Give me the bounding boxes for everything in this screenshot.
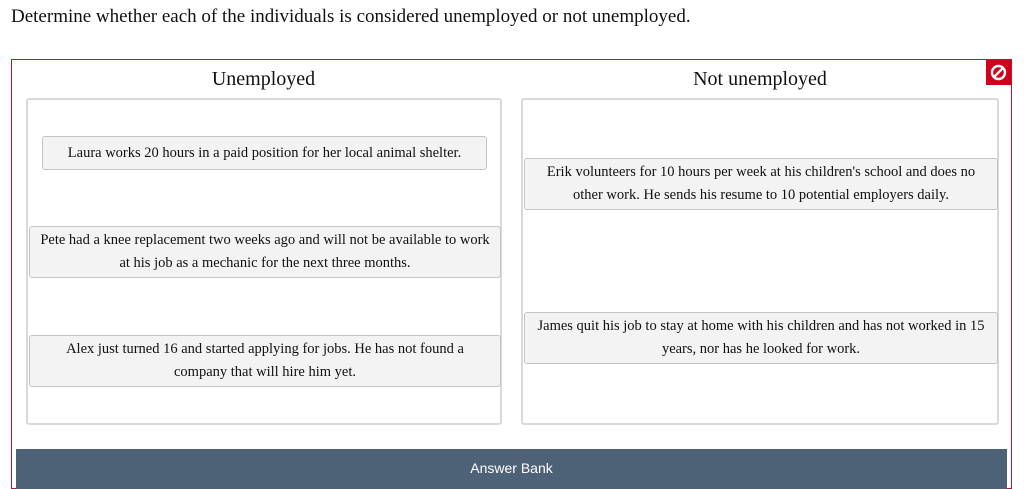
bin-unemployed[interactable] xyxy=(26,98,502,425)
answer-bank-header[interactable]: Answer Bank xyxy=(16,449,1007,489)
card-james[interactable]: James quit his job to stay at home with his children and has not worked in 15 years, nor has he looked for work. xyxy=(524,312,998,364)
card-alex[interactable]: Alex just turned 16 and started applying for jobs. He has not found a company that will hire him yet. xyxy=(29,335,501,387)
card-pete[interactable]: Pete had a knee replacement two weeks ago and will not be available to work at his job as a mechanic for the next three months. xyxy=(29,226,501,278)
card-erik[interactable]: Erik volunteers for 10 hours per week at his children's school and does no other work. He sends his resume to 10 potential employers daily. xyxy=(524,158,998,210)
question-instruction: Determine whether each of the individuals is considered unemployed or not unemployed. xyxy=(11,6,691,27)
clear-button[interactable] xyxy=(986,60,1011,85)
column-title-unemployed: Unemployed xyxy=(211,68,316,90)
card-laura[interactable]: Laura works 20 hours in a paid position for her local animal shelter. xyxy=(42,136,487,170)
column-title-not-unemployed: Not unemployed xyxy=(693,68,827,90)
bin-not-unemployed[interactable] xyxy=(521,98,999,425)
clear-circle-slash-icon xyxy=(990,64,1007,81)
sorting-area xyxy=(11,59,1012,489)
